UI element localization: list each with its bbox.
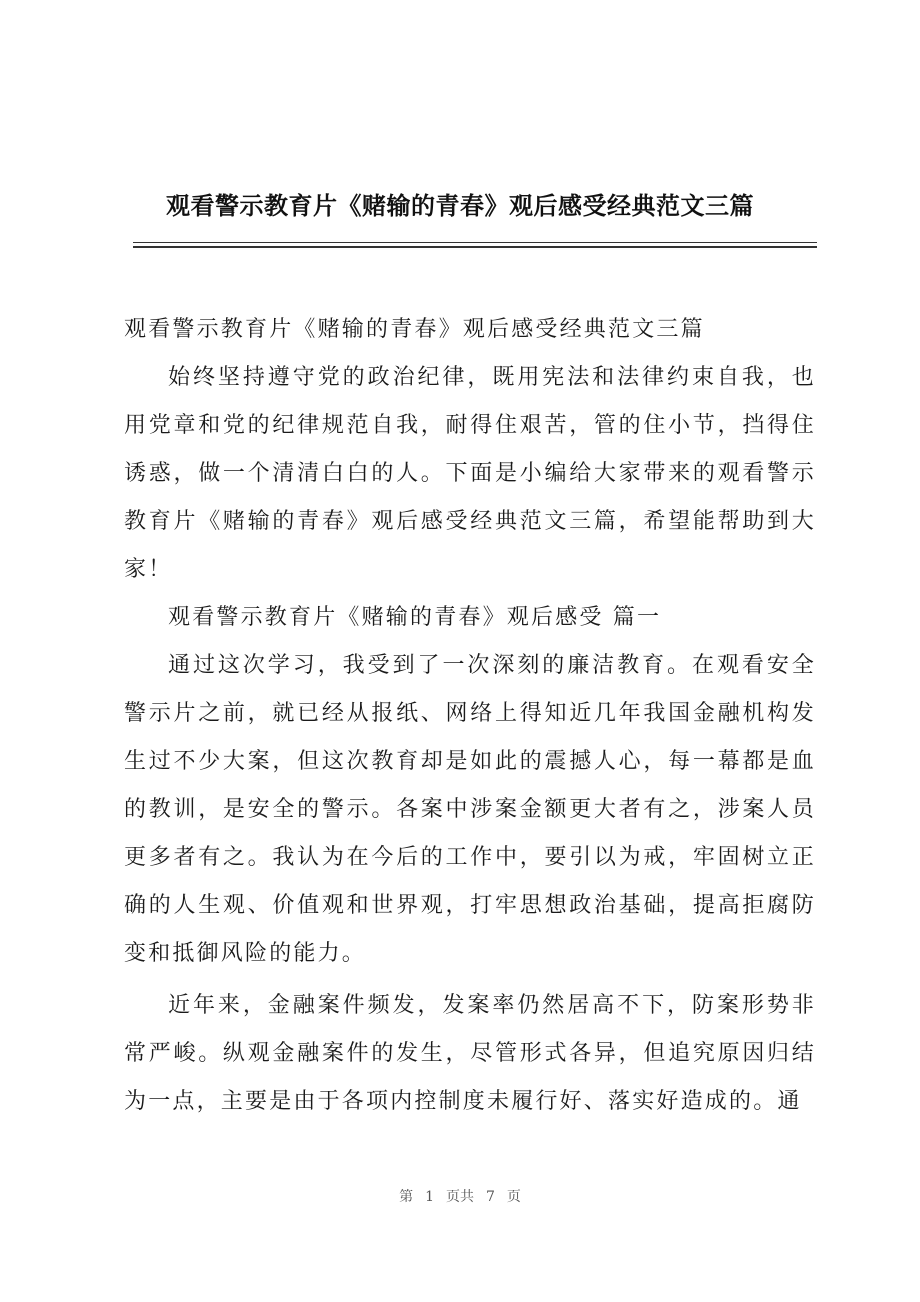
body-paragraph: 通过这次学习，我受到了一次深刻的廉洁教育。在观看安全警示片之前，就已经从报纸、网络上得知近几年我国金融机构发生过不少大案，但这次教育却是如此的震撼人心，每一幕都是血的教训，是安全的警示。各案中涉案金额更大者有之，涉案人员更多者有之。我认为在今后的工作中，要引以为戒，牢固树立正确的人生观、价值观和世界观，打牢思想政治基础，提高拒腐防变和抵御风险的能力。 — [124, 653, 816, 966]
footer-total-pages: 7 — [486, 1189, 495, 1205]
footer-total-unit: 页 — [506, 1189, 521, 1205]
footer-page-number: 1 — [425, 1189, 434, 1205]
intro-paragraph: 始终坚持遵守党的政治纪律，既用宪法和法律约束自我，也用党章和党的纪律规范自我，耐得住艰苦，管的住小节，挡得住诱惑，做一个清清白白的人。下面是小编给大家带来的观看警示教育片《赌输的青春》观后感受经典范文三篇，希望能帮助到大家！ — [124, 365, 816, 582]
body-paragraph: 近年来，金融案件频发，发案率仍然居高不下，防案形势非常严峻。纵观金融案件的发生，尽管形式各异，但追究原因归结为一点，主要是由于各项内控制度未履行好、落实好造成的。通 — [124, 993, 816, 1114]
footer-page-unit: 页共 — [446, 1189, 474, 1205]
footer-page-label: 第 — [399, 1189, 414, 1205]
title-rule-thin — [133, 242, 817, 243]
document-body — [124, 306, 816, 1126]
page-footer — [0, 1186, 920, 1206]
document-title: 观看警示教育片《赌输的青春》观后感受经典范文三篇 — [166, 191, 754, 220]
title-rule-thick — [133, 246, 817, 248]
body-heading: 观看警示教育片《赌输的青春》观后感受经典范文三篇 — [124, 317, 705, 342]
section-heading: 观看警示教育片《赌输的青春》观后感受 篇一 — [168, 605, 662, 630]
